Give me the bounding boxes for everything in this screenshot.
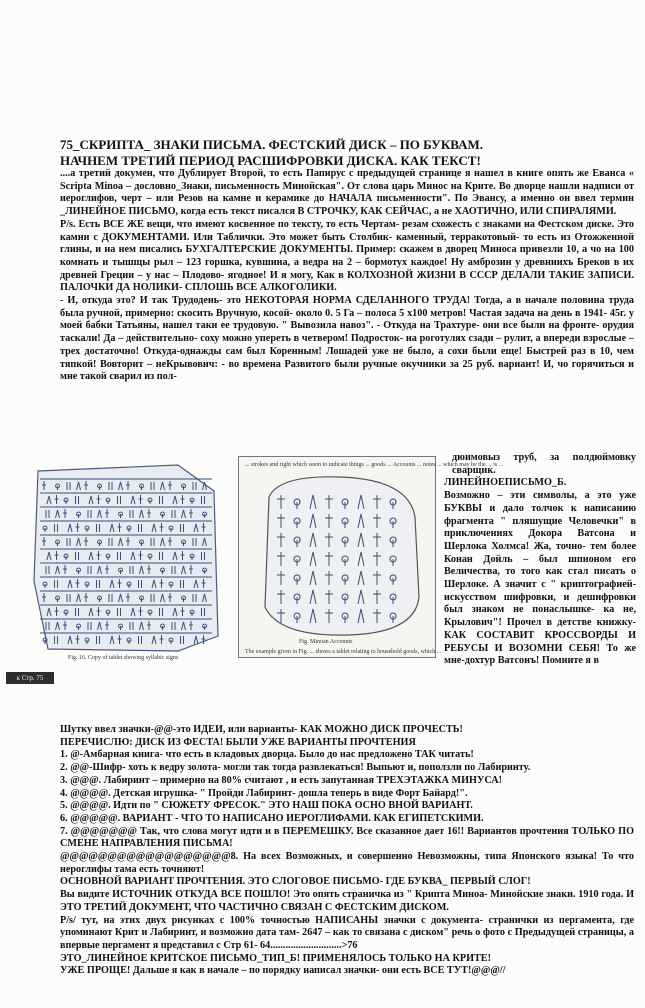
headline-line-1: 75_СКРИПТА_ ЗНАКИ ПИСЬМА. ФЕСТСКИЙ ДИСК – ПО БУКВАМ. [60, 137, 484, 152]
paragraph: Шутку ввел значки-@@-это ИДЕИ, или варианты- КАК МОЖНО ДИСК ПРОЧЕСТЬ! [60, 724, 463, 735]
list-item: 5. @@@@. Идти по " СЮЖЕТУ ФРЕСОК." ЭТО НАШ ПОКА ОСНО ВНОЙ ВАРИАНТ. [60, 800, 473, 812]
paragraph: Возможно – эти символы, а это уже БУКВЫ и дало толчок к написанию фрагмента " пляшущие Человечки" в приключениях Докора Ватсона и Шерлока Холмса! Жа, точно- тем более Конан Дойль – был шпионом его Величества, то того как стал писать о Шерлоке. А значит с " криптографией- искусством шифровки, и дешифровки был знаком не понаслышке- ка не, Крылович"! Прочел в детстве книжку- КАК СОСТАВИТ КРОССВОРДЫ И РЕБУСЫ И ВОЗОМНИ СЕБЯ! То же мне-дохтур Ватсонъ! Помните я в [444, 490, 636, 667]
paragraph: - И, откуда это? И так Трудодень- это НЕКОТОРАЯ НОРМА СДЕЛАННОГО ТРУДА! Тогда, а в начале половина труда была ручной, примерно: скосить Вручную, косой- около 0. 5 Га – полоса 5 х100 метров! Частая задача на день в 1941- 45г. у моей бабки Татьяны, нашел таки ее трудовую. " Вывозила навоз". - Откуда на Трахтуре- они все были на фронте- орудия таскали! Да – действительно- соху можно упереть в четвером! Подросток- на роготулях сзади – рулит, а впереди взрослые – трех достаточно! Откуда-однажды сам был Коренным! Лошадей уже не было, а сохи были еще! Быстрей раз в 10, чем тяпкой! Вовторит – неКрывович: - во времена Развитого были ручные окучники за 25 руб. вариант! И, чо горячиться и мне такой сварил из пол- [60, 295, 634, 383]
body-text-right-column [444, 452, 636, 668]
figure-tablet-left [28, 461, 224, 661]
paragraph: @@@@@@@@@@@@@@@@@@8. На всех Возможных, и совершенно Невозможны, типа Японского языка! То что нероглифы тама есть точняют! [60, 851, 634, 875]
paragraph: ....а третий докумен, что Дублирует Второй, то есть Папирус с предыдущей странице я нашел в книге опять же Еванса « Scripta Minoa – дословно_Знаки, письменность Минойская". От слова царь Минос на Крите. Во дворце нашли надписи от иероглифов, черт – или Резов на камне и керамике до НАЧАЛА письменности". По Эвансу, а именно он ввел термин _ЛИНЕЙНОЕ ПИСЬМО, когда есть текст писался В СТРОЧКУ, КАК СЕЙЧАС, а не ХАОТИЧНО, ИЛИ СПИРАЛЯМИ. [60, 168, 634, 218]
list-item: 2. @@-Шифр- хоть к ведру золота- могли так тогда развлекаться! Выпьют и, поползли по Лабиринту. [60, 762, 531, 774]
paragraph: P/s/ тут, на этих двух рисунках с 100% точностью НАПИСАНЫ значки с документа- странички из пергамента, где упоминают Крит и Лабиринт, и возможно дата там- 2647 – как то связана с диском" речь о фото с Предыдущей страницы, а впервые пергамент я представил с Стр 61- 64............................>76 [60, 914, 634, 951]
list-item: 3. @@@. Лабиринт – примерно на 80% считают , и есть запутанная ТРЕХЭТАЖКА МИНУСА! [60, 774, 503, 786]
list-item: 6. @@@@@. ВАРИАНТ - ЧТО ТО НАПИСАНО ИЕРОГЛИФАМИ. КАК ЕГИПЕТСКИМИ. [60, 812, 484, 824]
figure-left-caption: Fig. 16. Copy of tablet showing syllabic signs [68, 655, 179, 661]
paragraph: УЖЕ ПРОЩЕ! Дальше я как в начале – по порядку написал значки- они есть ВСЕ ТУТ!@@@// [60, 965, 506, 977]
paragraph: ПЕРЕЧИСЛЮ: ДИСК ИЗ ФЕСТА! БЫЛИ УЖЕ ВАРИАНТЫ ПРОЧТЕНИЯ [60, 736, 416, 748]
figure-tablet-mid [238, 456, 504, 658]
body-text-bottom [60, 724, 634, 978]
paragraph: Вы видите ИСТОЧНИК ОТКУДА ВСЕ ПОШЛО! Это опять страничка из " Крипта Миноа- Минойские знаки. 1910 года. И ЭТО ТРЕТИЙ ДОКУМЕНТ, ЧТО ЧАСТИЧНО СВЯЗАН С ФЕСТСКИМ ДИСКОМ. [60, 889, 634, 913]
paragraph: ЭТО_ЛИНЕЙНОЕ КРИТСКОЕ ПИСЬМО_ТИП_Б! ПРИМЕНЯЛОСЬ ТОЛЬКО НА КРИТЕ! [60, 952, 491, 964]
figure-mid-caption-1: Fig. Minoan Accounts [299, 639, 353, 645]
figure-mid-top-caption: ... strokes and right which seem to indicate things ... goods ... Accounts ... notes ... which may be the ... is ... [245, 462, 504, 468]
headline-line-2: НАЧНЕМ ТРЕТИЙ ПЕРИОД РАСШИФРОВКИ ДИСКА. КАК ТЕКСТ! [60, 153, 481, 168]
page-reference-label: к Стр. 75 [6, 672, 54, 684]
body-text-top [60, 168, 634, 384]
tablet-drawing-icon [28, 461, 224, 661]
figure-mid-caption-2: The example given in Fig. ... shows a tablet relating to household goods, which ... [245, 649, 442, 655]
paragraph: P/s. Есть ВСЕ ЖЕ вещи, что имеют косвенное по тексту, то есть Чертам- резам схожесть с знаками на Фестском диске. Это камни с ДОКУМЕНТАМИ. Или Таблички. Это может быть Столбик- каменный, терракотовый- то есть из Отожженной глины, и на нем писались БУХГАЛТЕРСКИЕ ДОКУМЕНТЫ. Пример: скажем в дворец Миноса привезли 10, а чо на 100 комнать и тышщы рыл – 123 горшка, кувшина, а ведра на 2 – бормотух каждое! Ну амброзин у древниихъ Бреков в их древней Греции – у нас – Плодово- ягодное! И я могу, Как в КОЛХОЗНОЙ ЖИЗНИ В СССР ДЕЛАЛИ ТАКИЕ ЗАПИСИ. ПАЛОЧКИ ДА НОЛИКИ- СПЛОШЬ ВСЕ АЛКОГОЛИКИ. [60, 218, 634, 294]
paragraph: ОСНОВНОЙ ВАРИАНТ ПРОЧТЕНИЯ. ЭТО СЛОГОВОЕ ПИСЬМО- ГДЕ БУКВА_ ПЕРВЫЙ СЛОГ! [60, 876, 531, 888]
list-item: 1. @-Амбарная книга- что есть в кладовых дворца. Было до нас предложено ТАК читать! [60, 749, 474, 761]
headline [60, 137, 630, 169]
oval-tablet-drawing-icon [239, 457, 504, 657]
subheading: ЛИНЕЙНОЕПИСЬМО_Б. [444, 477, 567, 489]
list-item: 4. @@@@. Детская игрушка- " Пройди Лабиринт- дошла теперь в виде Форт Байард!". [60, 787, 468, 799]
paragraph: дюимовыз труб, за полдюймовку сварщик. [452, 452, 636, 476]
list-item: 7. @@@@@@@ Так, что слова могут идти и в ПЕРЕМЕШКУ. Все сказанное дает 16!! Вариантов прочтения ТОЛЬКО ПО СМЕНЕ НАПРАВЛЕНИЯ ПИСЬМА! [60, 825, 634, 850]
